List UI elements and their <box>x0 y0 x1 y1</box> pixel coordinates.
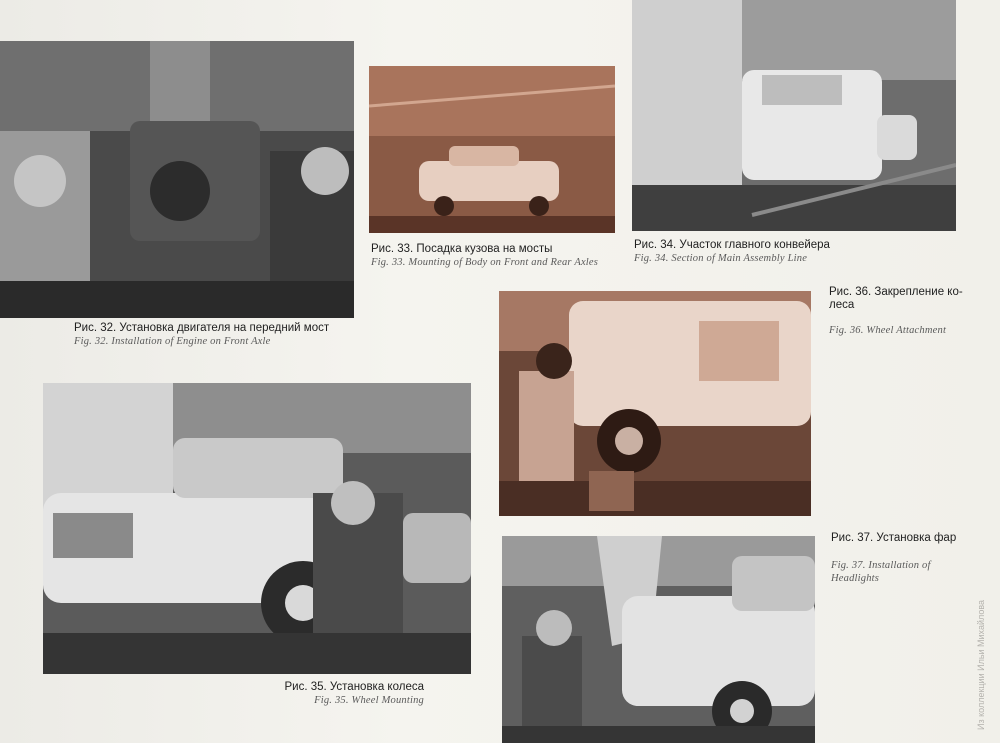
photo-fig-37 <box>502 536 815 743</box>
caption-ru: Рис. 32. Установка двигателя на передний мост <box>74 322 330 334</box>
caption-ru: Рис. 33. Посадка кузова на мосты <box>371 243 553 255</box>
photo-fig-34 <box>632 0 956 231</box>
caption-fig-34 <box>634 239 934 265</box>
caption-en: Fig. 35. Wheel Mounting <box>314 695 424 706</box>
caption-fig-35 <box>200 681 424 707</box>
caption-ru: Рис. 34. Участок главного конвейера <box>634 239 830 251</box>
caption-ru: Рис. 36. Закрепление ко-леса <box>829 286 963 311</box>
caption-en: Fig. 33. Mounting of Body on Front and Rear Axles <box>371 257 599 268</box>
caption-ru: Рис. 37. Установка фар <box>831 532 957 544</box>
caption-ru: Рис. 35. Установка колеса <box>284 681 424 693</box>
caption-fig-37 <box>831 532 961 585</box>
caption-en: Fig. 34. Section of Main Assembly Line <box>634 253 808 264</box>
caption-en: Fig. 37. Installation of Headlights <box>831 560 931 584</box>
caption-en: Fig. 32. Installation of Engine on Front Axle <box>74 336 271 347</box>
caption-fig-32 <box>74 322 364 348</box>
caption-fig-36 <box>829 286 964 337</box>
collection-watermark: Из коллекции Ильи Михайлова <box>976 599 986 730</box>
photo-fig-36 <box>499 291 811 516</box>
caption-fig-33 <box>371 243 611 269</box>
caption-en: Fig. 36. Wheel Attachment <box>829 325 947 336</box>
photo-fig-33 <box>369 66 615 233</box>
photo-fig-32 <box>0 41 354 318</box>
photo-fig-35 <box>43 383 471 674</box>
